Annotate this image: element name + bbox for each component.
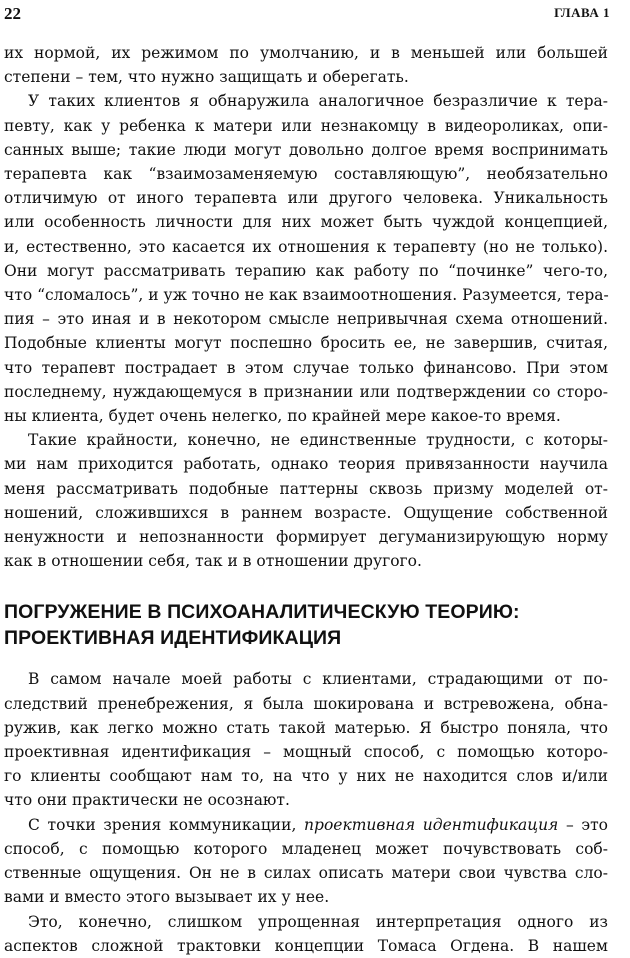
text-line: меня рассматривать подобные паттерны сквозь призму моделей от- <box>4 479 608 498</box>
chapter-label: ГЛАВА 1 <box>554 5 610 20</box>
text-run: – это <box>565 815 608 834</box>
text-line: или особенность личности для них может быть чуждой концепцией, <box>4 213 608 232</box>
text-line: аспектов сложной трактовки концепции Томаса Огдена. В нашем <box>4 936 608 955</box>
paragraph-5 <box>4 813 608 910</box>
text-line: ны клиента, будет очень нелегко, по крайней мере какое-то время. <box>4 407 561 426</box>
text-line: санных выше; такие люди могут довольно долгое время воспринимать <box>4 140 608 159</box>
text-line: пия – это иная и в некотором смысле непривычная схема отношений. <box>4 310 608 329</box>
page-number: 22 <box>4 4 21 23</box>
text-line: Подобные клиенты могут поспешно бросить ее, не завершив, считая, <box>4 334 608 353</box>
text-line <box>4 813 608 837</box>
text-line: способ, с помощью которого младенец может почувствовать соб- <box>4 839 608 858</box>
text-line: последнему, нуждающемуся в признании или подтверждении со сторо- <box>4 382 608 401</box>
text-line: ненужности и непознанности формирует дегуманизирующую норму <box>4 528 608 547</box>
text-line: что они практически не осознают. <box>4 791 290 810</box>
paragraph-1 <box>4 41 608 89</box>
text-line: ношений, сложившихся в раннем возрасте. Ощущение собственной <box>4 503 608 522</box>
text-line: певту, как у ребенка к матери или незнакомцу в видеороликах, опи- <box>4 116 608 135</box>
text-line: ружив, как легко можно стать такой матерью. Я быстро поняла, что <box>4 718 608 737</box>
text-line: что терапевт пострадает в этом случае только финансово. При этом <box>4 358 608 377</box>
text-line: Это, конечно, слишком упрощенная интерпретация одного из <box>28 912 608 931</box>
section-heading-line-2: ПРОЕКТИВНАЯ ИДЕНТИФИКАЦИЯ <box>4 627 342 650</box>
section-heading <box>4 599 608 651</box>
paragraph-2 <box>4 89 608 428</box>
text-line: В самом начале моей работы с клиентами, страдающими от по- <box>28 670 608 689</box>
italic-term: проективная идентификация <box>304 815 559 834</box>
text-line: следствий пренебрежения, я была шокирована и встревожена, обна- <box>4 694 608 713</box>
text-line: отличимую от иного терапевта или другого человека. Уникальность <box>4 189 608 208</box>
text-line: терапевта как “взаимозаменяемую составляющую”, необязательно <box>4 165 608 184</box>
text-line: и, естественно, это касается их отношения к терапевту (но не только). <box>4 237 608 256</box>
text-line: У таких клиентов я обнаружила аналогичное безразличие к тера- <box>28 92 608 111</box>
text-line: их нормой, их режимом по умолчанию, и в меньшей или большей <box>4 44 608 62</box>
text-line: Такие крайности, конечно, не единственные трудности, с которы- <box>28 431 608 450</box>
text-line: проективная идентификация – мощный способ, с помощью которо- <box>4 743 608 762</box>
text-line: ми нам приходится работать, однако теория привязанности научила <box>4 455 608 474</box>
text-run: С точки зрения коммуникации, <box>28 815 297 834</box>
page-header <box>4 4 610 26</box>
text-line: что “сломалось”, и уж точно не как взаимоотношения. Разумеется, тера- <box>4 286 609 305</box>
section-heading-line-1: ПОГРУЖЕНИЕ В ПСИХОАНАЛИТИЧЕСКУЮ ТЕОРИЮ: <box>4 601 520 624</box>
text-line: степени – тем, что нужно защищать и оберегать. <box>4 68 409 87</box>
paragraph-6 <box>4 910 608 958</box>
text-line: Они могут рассматривать терапию как работу по “починке” чего-то, <box>4 261 608 280</box>
paragraph-4 <box>4 667 608 812</box>
paragraph-3 <box>4 428 608 573</box>
text-line: вами и вместо этого вызывает их у нее. <box>4 888 330 907</box>
body-text <box>4 41 608 958</box>
text-line: ственные ощущения. Он не в силах описать матери свои чувства сло- <box>4 864 608 883</box>
text-line: как в отношении себя, так и в отношении другого. <box>4 552 422 571</box>
text-line: го клиенты сообщают нам то, на что у них не находится слов и/или <box>4 767 608 786</box>
